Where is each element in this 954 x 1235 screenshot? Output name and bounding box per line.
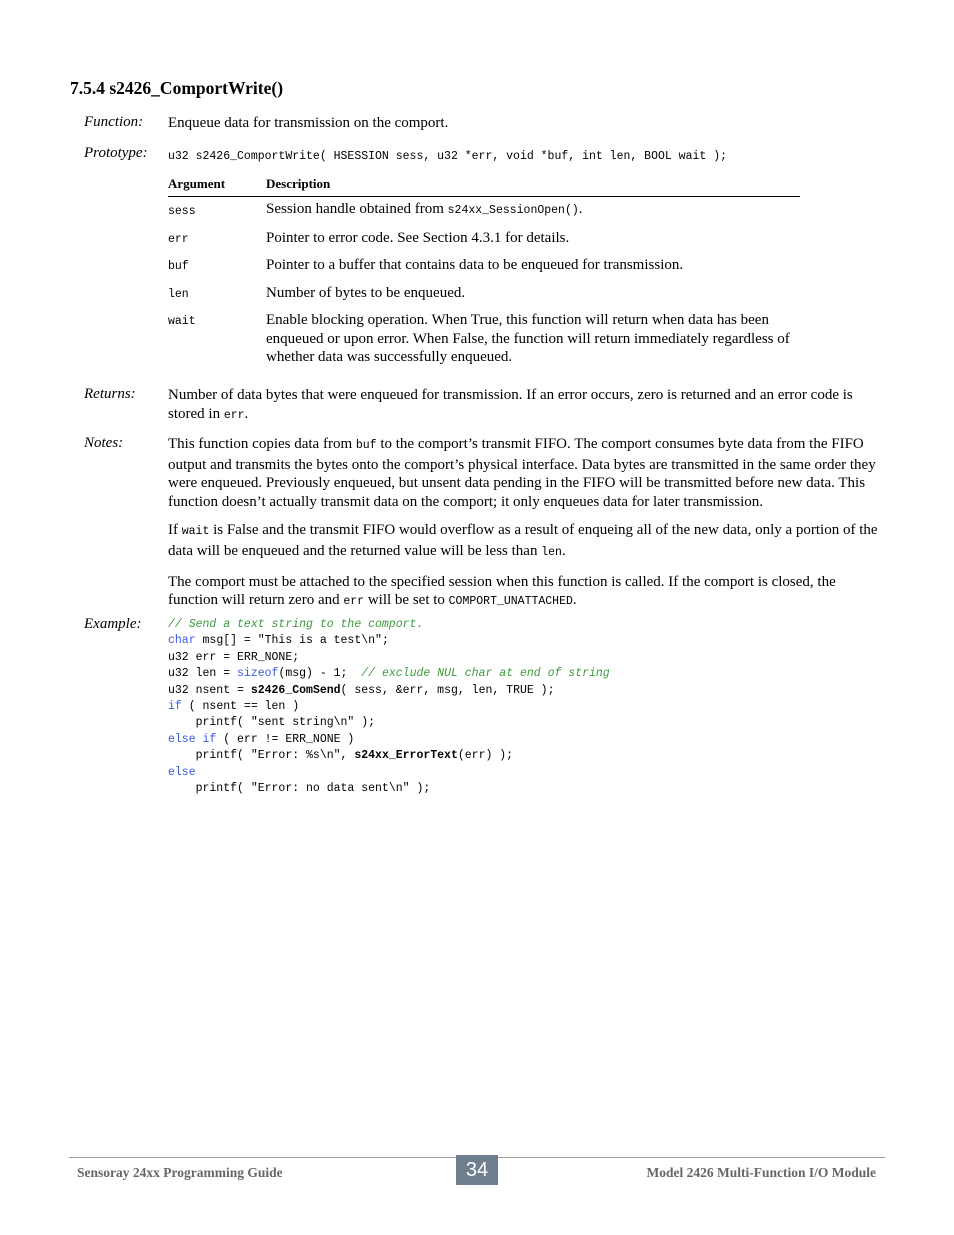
- returns-label: Returns:: [84, 386, 136, 402]
- section-heading: 7.5.4 s2426_ComportWrite(): [70, 78, 284, 98]
- table-row: [168, 197, 800, 222]
- column-header-description: Description: [266, 176, 800, 197]
- argument-name: err: [168, 232, 189, 246]
- function-label: Function:: [84, 114, 144, 130]
- table-row: [168, 277, 800, 305]
- argument-description: Number of bytes to be enqueued.: [266, 284, 466, 301]
- argument-description: Pointer to a buffer that contains data to be enqueued for transmission.: [266, 257, 684, 273]
- notes-paragraph: If wait is False and the transmit FIFO would overflow as a result of enqueing all of the new data, only a portion of the data will be enqueued and the returned value will be less than len.: [168, 522, 878, 559]
- argument-name: buf: [168, 260, 189, 273]
- notes-paragraph: This function copies data from buf to the comport’s transmit FIFO. The comport consumes byte data from the FIFO output and transmits the bytes onto the comport’s physical interface. Data bytes are transmitted in the same order they were enqueued. Previously enqueued, but unsent data pending in the FIFO will be transmitted before new data. This function doesn’t actually transmit data on the comport; it only enqueues data for later transmission.: [168, 436, 876, 510]
- notes-body: [168, 435, 884, 612]
- notes-label: Notes:: [84, 435, 124, 451]
- argument-name: wait: [168, 315, 196, 328]
- prototype-code: u32 s2426_ComportWrite( HSESSION sess, u32 *err, void *buf, int len, BOOL wait );: [168, 150, 727, 163]
- footer-left-title: Sensoray 24xx Programming Guide: [77, 1165, 283, 1180]
- column-header-argument: Argument: [168, 176, 266, 197]
- table-row: [168, 222, 800, 250]
- argument-name: sess: [168, 205, 196, 218]
- table-row: [168, 249, 800, 277]
- function-text: Enqueue data for transmission on the comport.: [168, 115, 449, 131]
- example-label: Example:: [84, 616, 142, 632]
- notes-paragraph: The comport must be attached to the specified session when this function is called. If the comport is closed, the function will return zero and err will be set to COMPORT_UNATTACHED.: [168, 573, 836, 609]
- returns-text: Number of data bytes that were enqueued for transmission. If an error occurs, zero is returned and an error code is stored in err.: [168, 387, 853, 422]
- page-number: 34: [456, 1155, 498, 1185]
- arguments-table: [168, 176, 800, 367]
- table-header-row: [168, 176, 800, 197]
- prototype-label: Prototype:: [84, 145, 148, 161]
- argument-description: Pointer to error code. See Section 4.3.1 for details.: [266, 229, 570, 246]
- argument-name: len: [168, 287, 189, 301]
- example-code-block: // Send a text string to the comport. char msg[] = "This is a test\n"; u32 err = ERR_NONE; u32 len = sizeof(msg) - 1; // exclude NUL char at end of string u32 nsent = s2426_ComSend( sess, &err, msg, len, TRUE ); if ( nsent == len ) printf( "sent string\n" ); else if ( err != ERR_NONE ) printf( "Error: %s\n", s24xx_ErrorText(err) ); else printf( "Error: no data sent\n" );: [168, 618, 610, 796]
- argument-description: Enable blocking operation. When True, this function will return when data has been enqueued or upon error. When False, the function will return immediately regardless of whether data was successfully enqueued.: [266, 312, 790, 365]
- footer-right-title: Model 2426 Multi-Function I/O Module: [646, 1165, 876, 1180]
- table-row: [168, 304, 800, 367]
- argument-description: Session handle obtained from s24xx_SessionOpen().: [266, 201, 583, 217]
